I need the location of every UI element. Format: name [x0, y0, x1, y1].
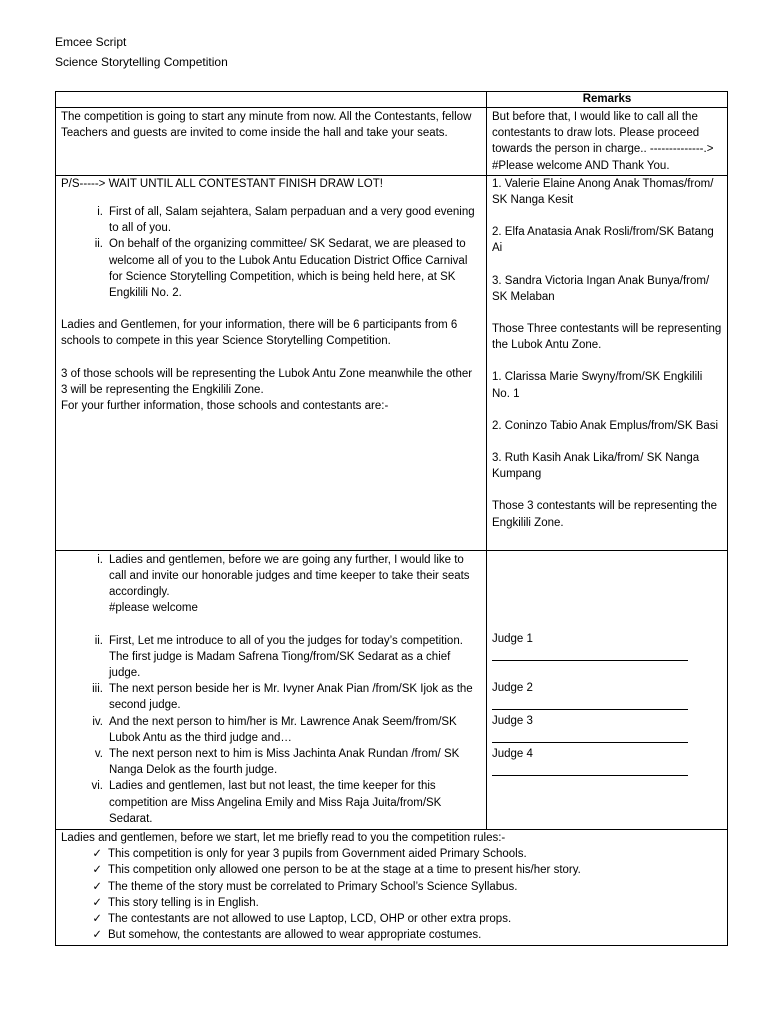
list-item: ✓ The contestants are not allowed to use Laptop, LCD, OHP or other extra props.: [61, 911, 722, 927]
header-row: [56, 92, 728, 108]
document-subtitle: Science Storytelling Competition: [55, 55, 228, 69]
contestant-entry: 1. Clarissa Marie Swyny/from/SK Engkilili No. 1: [492, 371, 703, 400]
list-item: v. The next person next to him is Miss Jachinta Anak Rundan /from/ SK Nanga Delok as the fourth judge.: [94, 748, 460, 777]
zone-summary: Those Three contestants will be representing the Lubok Antu Zone.: [492, 323, 722, 352]
script-table: [55, 91, 728, 946]
contestant-entry: 2. Elfa Anatasia Anak Rosli/from/SK Batang Ai: [492, 226, 714, 255]
participants-paragraph: Ladies and Gentlemen, for your information, there will be 6 participants from 6 schools to compete in this year Science Storytelling Competition.: [61, 319, 458, 348]
list-item: i. Ladies and gentlemen, before we are going any further, I would like to call and invite our honorable judges and time keeper to take their seats accordingly. #please welcome: [97, 553, 470, 615]
list-item: ✓ The theme of the story must be correlated to Primary School’s Science Syllabus.: [61, 879, 722, 895]
contestants-remarks: [487, 175, 728, 550]
checkmark-icon: ✓: [92, 848, 102, 861]
schools-intro: For your further information, those schools and contestants are:-: [61, 400, 389, 413]
welcome-row: [56, 175, 728, 550]
judges-remarks: [487, 550, 728, 829]
rules-intro: Ladies and gentlemen, before we start, let me briefly read to you the competition rules:-: [61, 832, 506, 845]
draw-lots-text: But before that, I would like to call all the contestants to draw lots. Please proceed towards the person in charge.. --------------.> #Please welcome AND Thank You.: [487, 108, 728, 176]
header-cell-script: [56, 92, 487, 108]
judge-1-slot: Judge 1: [492, 631, 688, 661]
judges-cell: [56, 550, 487, 829]
signature-line: [492, 762, 688, 776]
list-item: ✓ This competition is only for year 3 pupils from Government aided Primary Schools.: [61, 846, 722, 862]
opening-row: [56, 108, 728, 176]
list-item: ✓ This story telling is in English.: [61, 895, 722, 911]
ps-note: P/S-----> WAIT UNTIL ALL CONTESTANT FINISH DRAW LOT!: [61, 177, 383, 190]
contestant-entry: 1. Valerie Elaine Anong Anak Thomas/from/ SK Nanga Kesit: [492, 177, 714, 207]
rules-row: [56, 830, 728, 946]
checkmark-icon: ✓: [92, 896, 102, 909]
contestant-entry: 3. Sandra Victoria Ingan Anak Bunya/from/ SK Melaban: [492, 274, 710, 303]
signature-line: [492, 729, 688, 743]
list-item: ✓ This competition only allowed one person to be at the stage at a time to present his/her story.: [61, 862, 722, 878]
rules-cell: [56, 830, 728, 946]
list-item: ii. First, Let me introduce to all of you the judges for today’s competition. The first judge is Madam Safrena Tiong/from/SK Sedarat as a chief judge.: [94, 634, 463, 680]
signature-line: [492, 696, 688, 710]
list-item: iv. And the next person to him/her is Mr. Lawrence Anak Seem/from/SK Lubok Antu as the third judge and…: [92, 715, 457, 744]
welcome-list: [61, 204, 481, 301]
judge-3-slot: Judge 3: [492, 713, 688, 743]
judge-2-slot: Judge 2: [492, 680, 688, 710]
document-title: Emcee Script: [55, 35, 127, 49]
signature-line: [492, 647, 688, 661]
judge-4-slot: Judge 4: [492, 746, 688, 776]
checkmark-icon: ✓: [92, 929, 102, 942]
contestant-entry: 3. Ruth Kasih Anak Lika/from/ SK Nanga Kumpang: [492, 452, 700, 481]
zones-paragraph: 3 of those schools will be representing the Lubok Antu Zone meanwhile the other 3 will be representing the Engkilili Zone.: [61, 367, 473, 396]
list-item: ✓ But somehow, the contestants are allowed to wear appropriate costumes.: [61, 927, 722, 943]
header-cell-remarks: Remarks: [487, 92, 728, 108]
welcome-cell: [56, 175, 487, 550]
judges-row: [56, 550, 728, 829]
checkmark-icon: ✓: [92, 880, 102, 893]
list-item: ii. On behalf of the organizing committee/ SK Sedarat, we are pleased to welcome all of you to the Lubok Antu Education District Office Carnival for Science Storytelling Competition, which is being held here, at SK Engkilili No. 2.: [94, 238, 468, 300]
rules-list: [61, 846, 722, 943]
list-item: i. First of all, Salam sejahtera, Salam perpaduan and a very good evening to all of you.: [97, 206, 475, 235]
zone-summary: Those 3 contestants will be representing the Engkilili Zone.: [492, 500, 718, 529]
contestant-entry: 2. Coninzo Tabio Anak Emplus/from/SK Basi: [492, 419, 719, 432]
list-item: iii. The next person beside her is Mr. Ivyner Anak Pian /from/SK Ijok as the second judge.: [92, 683, 473, 712]
checkmark-icon: ✓: [92, 864, 102, 877]
opening-text: The competition is going to start any minute from now. All the Contestants, fellow Teachers and guests are invited to come inside the hall and take your seats.: [56, 108, 487, 176]
checkmark-icon: ✓: [92, 913, 102, 926]
list-item: vi. Ladies and gentlemen, last but not least, the time keeper for this competition are Miss Angelina Emily and Miss Raja Juita/from/SK Sedarat.: [91, 780, 442, 825]
